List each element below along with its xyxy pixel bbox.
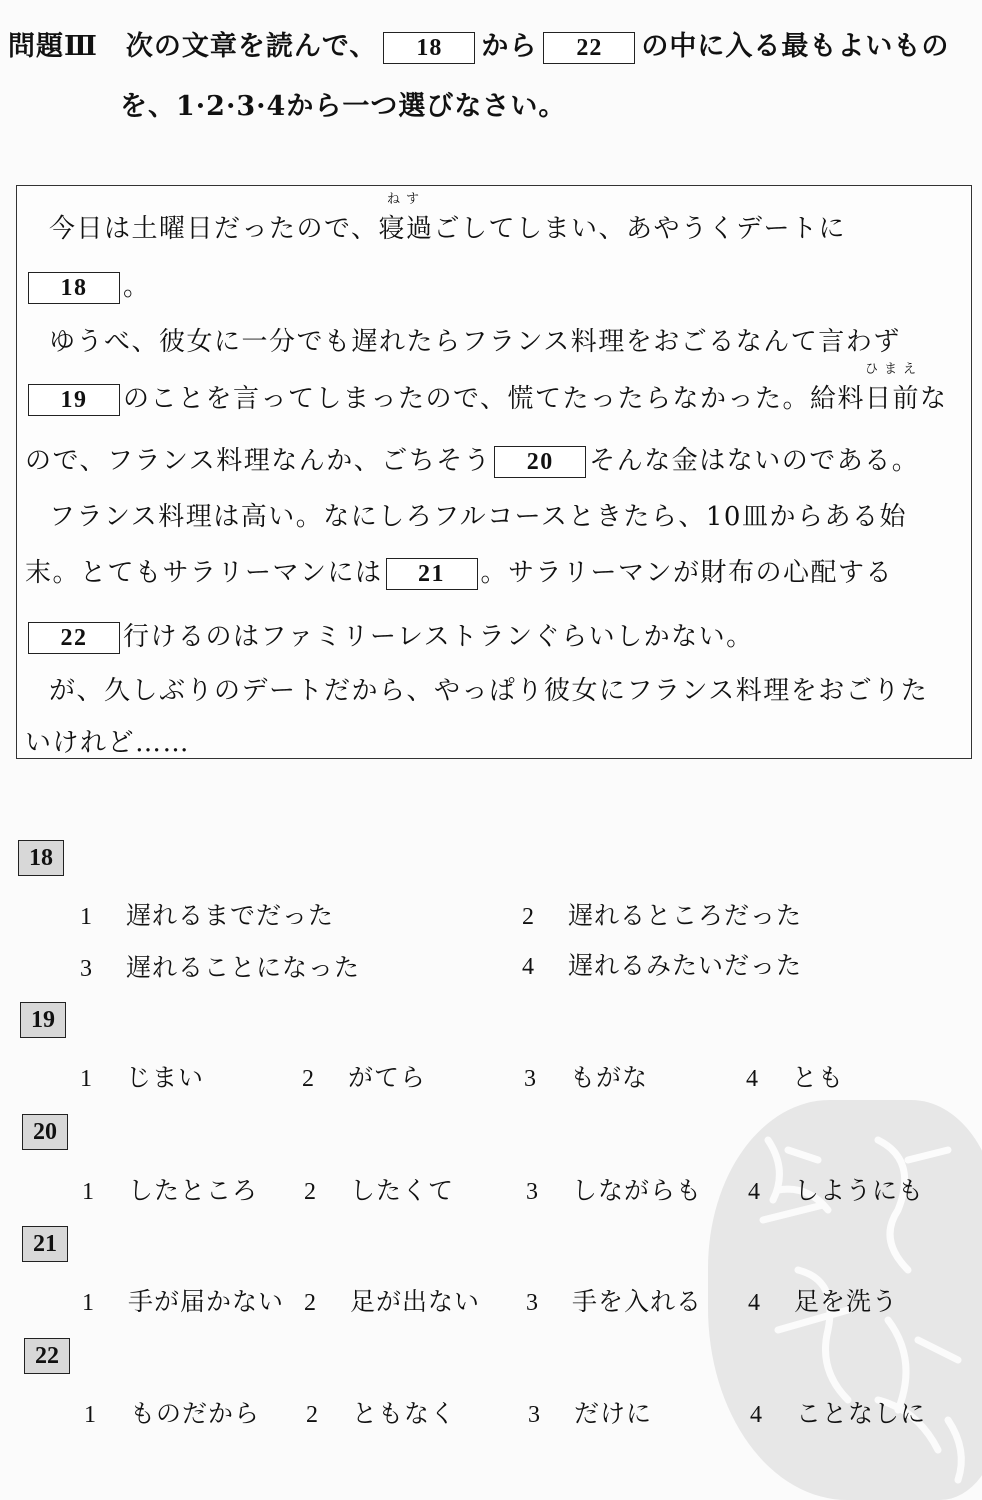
option-text: もがな bbox=[570, 1063, 649, 1092]
header-suffix: の中に入る最もよいもの bbox=[641, 31, 950, 62]
option-text: がてら bbox=[348, 1063, 427, 1092]
passage-text: そんな金はないのである。 bbox=[589, 446, 920, 476]
ruby-word bbox=[864, 362, 922, 415]
q18-option-3[interactable] bbox=[80, 948, 360, 984]
question-number-18: 18 bbox=[18, 840, 64, 876]
q20-option-2[interactable] bbox=[304, 1171, 454, 1207]
q21-option-4[interactable] bbox=[748, 1282, 898, 1318]
option-text: 足を洗う bbox=[794, 1287, 899, 1316]
option-text: ともなく bbox=[352, 1399, 457, 1428]
blank-box-end: 22 bbox=[543, 32, 635, 64]
option-number: 2 bbox=[304, 1179, 317, 1205]
q19-option-1[interactable] bbox=[80, 1058, 204, 1094]
q22-option-2[interactable] bbox=[306, 1394, 456, 1430]
passage-line-7 bbox=[25, 552, 893, 590]
option-text: 遅れるみたいだった bbox=[568, 951, 803, 980]
option-text: じまい bbox=[126, 1063, 205, 1092]
option-number: 3 bbox=[526, 1179, 539, 1205]
option-number: 2 bbox=[302, 1066, 315, 1092]
passage-text: 今日は土曜日だったので、 bbox=[49, 214, 379, 244]
q21-option-1[interactable] bbox=[82, 1282, 284, 1318]
q22-option-1[interactable] bbox=[84, 1394, 260, 1430]
option-number: 1 bbox=[82, 1179, 95, 1205]
option-number: 1 bbox=[82, 1290, 95, 1316]
passage-line-10: いけれど…… bbox=[25, 728, 191, 758]
question-number-20: 20 bbox=[22, 1114, 68, 1150]
option-number: 4 bbox=[750, 1402, 763, 1428]
option-text: ことなしに bbox=[796, 1399, 927, 1428]
passage-text: ごしてしまい、あやうくデートに bbox=[433, 214, 847, 244]
option-text: したところ bbox=[128, 1176, 259, 1205]
q21-option-2[interactable] bbox=[304, 1282, 480, 1318]
option-number: 2 bbox=[304, 1290, 317, 1316]
blank-21: 21 bbox=[386, 558, 478, 590]
q22-option-3[interactable] bbox=[528, 1394, 652, 1430]
passage-line-2 bbox=[25, 266, 151, 304]
option-number: 4 bbox=[748, 1290, 761, 1316]
q19-option-3[interactable] bbox=[524, 1058, 648, 1094]
header-mid: から bbox=[481, 31, 538, 62]
q18-option-1[interactable] bbox=[80, 896, 334, 932]
option-text: ものだから bbox=[130, 1399, 261, 1428]
option-number: 4 bbox=[522, 954, 535, 980]
ruby-reading: ひまえ bbox=[864, 362, 922, 377]
option-number: 1 bbox=[80, 1066, 93, 1092]
option-number: 4 bbox=[748, 1179, 761, 1205]
q21-option-3[interactable] bbox=[526, 1282, 702, 1318]
blank-box-start: 18 bbox=[383, 32, 475, 64]
ruby-base: 寝過 bbox=[378, 214, 434, 244]
ruby-reading: ねす bbox=[386, 192, 425, 207]
passage-line-9: が、久しぶりのデートだから、やっぱり彼女にフランス料理をおごりた bbox=[49, 676, 929, 706]
q20-option-4[interactable] bbox=[748, 1171, 924, 1207]
passage-line-4 bbox=[25, 362, 948, 416]
passage-text: な bbox=[920, 384, 948, 414]
ruby-base: 日前 bbox=[864, 384, 920, 414]
q20-option-1[interactable] bbox=[82, 1171, 258, 1207]
question-number-22: 22 bbox=[24, 1338, 70, 1374]
option-text: 手を入れる bbox=[572, 1287, 703, 1316]
header-line-1 bbox=[8, 24, 949, 64]
passage-text: 。サラリーマンが財布の心配する bbox=[480, 558, 894, 588]
passage-text: 。 bbox=[123, 272, 151, 302]
q20-option-3[interactable] bbox=[526, 1171, 702, 1207]
q19-option-2[interactable] bbox=[302, 1058, 426, 1094]
option-number: 3 bbox=[526, 1290, 539, 1316]
option-text: したくて bbox=[350, 1176, 455, 1205]
blank-20: 20 bbox=[494, 446, 586, 478]
option-text: 足が出ない bbox=[350, 1287, 481, 1316]
passage-line-6: フランス料理は高い。なにしろフルコースときたら、10皿からある始 bbox=[49, 502, 907, 532]
blank-22: 22 bbox=[28, 622, 120, 654]
question-number-19: 19 bbox=[20, 1002, 66, 1038]
passage-text: のことを言ってしまったので、慌てたったらなかった。給料 bbox=[123, 384, 865, 414]
option-number: 2 bbox=[306, 1402, 319, 1428]
header-prefix: 問題Ⅲ 次の文章を読んで、 bbox=[8, 31, 378, 62]
blank-18: 18 bbox=[28, 272, 120, 304]
passage-line-1 bbox=[49, 192, 847, 245]
option-text: しながらも bbox=[572, 1176, 703, 1205]
option-text: 手が届かない bbox=[128, 1287, 285, 1316]
passage-line-5 bbox=[25, 440, 919, 478]
passage-text: 行けるのはファミリーレストランぐらいしかない。 bbox=[123, 622, 754, 652]
blank-19: 19 bbox=[28, 384, 120, 416]
option-text: 遅れるまでだった bbox=[126, 901, 335, 930]
passage-text: ので、フランス料理なんか、ごちそう bbox=[25, 446, 492, 476]
question-number-21: 21 bbox=[22, 1226, 68, 1262]
option-number: 4 bbox=[746, 1066, 759, 1092]
option-text: だけに bbox=[574, 1399, 653, 1428]
option-number: 1 bbox=[84, 1402, 97, 1428]
passage-line-8 bbox=[25, 616, 754, 654]
option-text: 遅れるところだった bbox=[568, 901, 803, 930]
q22-option-4[interactable] bbox=[750, 1394, 926, 1430]
option-number: 3 bbox=[528, 1402, 541, 1428]
reading-passage bbox=[16, 185, 972, 759]
q18-option-2[interactable] bbox=[522, 896, 802, 932]
passage-text: 末。とてもサラリーマンには bbox=[25, 558, 383, 588]
option-number: 3 bbox=[524, 1066, 537, 1092]
q18-option-4[interactable] bbox=[522, 946, 802, 982]
header-line-2: を、1·2·3·4から一つ選びなさい。 bbox=[120, 91, 567, 122]
option-number: 3 bbox=[80, 956, 93, 982]
option-text: 遅れることになった bbox=[126, 953, 361, 982]
q19-option-4[interactable] bbox=[746, 1058, 844, 1094]
option-number: 2 bbox=[522, 904, 535, 930]
option-number: 1 bbox=[80, 904, 93, 930]
option-text: とも bbox=[792, 1063, 845, 1092]
option-text: しようにも bbox=[794, 1176, 925, 1205]
passage-line-3: ゆうべ、彼女に一分でも遅れたらフランス料理をおごるなんて言わず bbox=[49, 327, 901, 357]
ruby-word bbox=[378, 192, 434, 245]
